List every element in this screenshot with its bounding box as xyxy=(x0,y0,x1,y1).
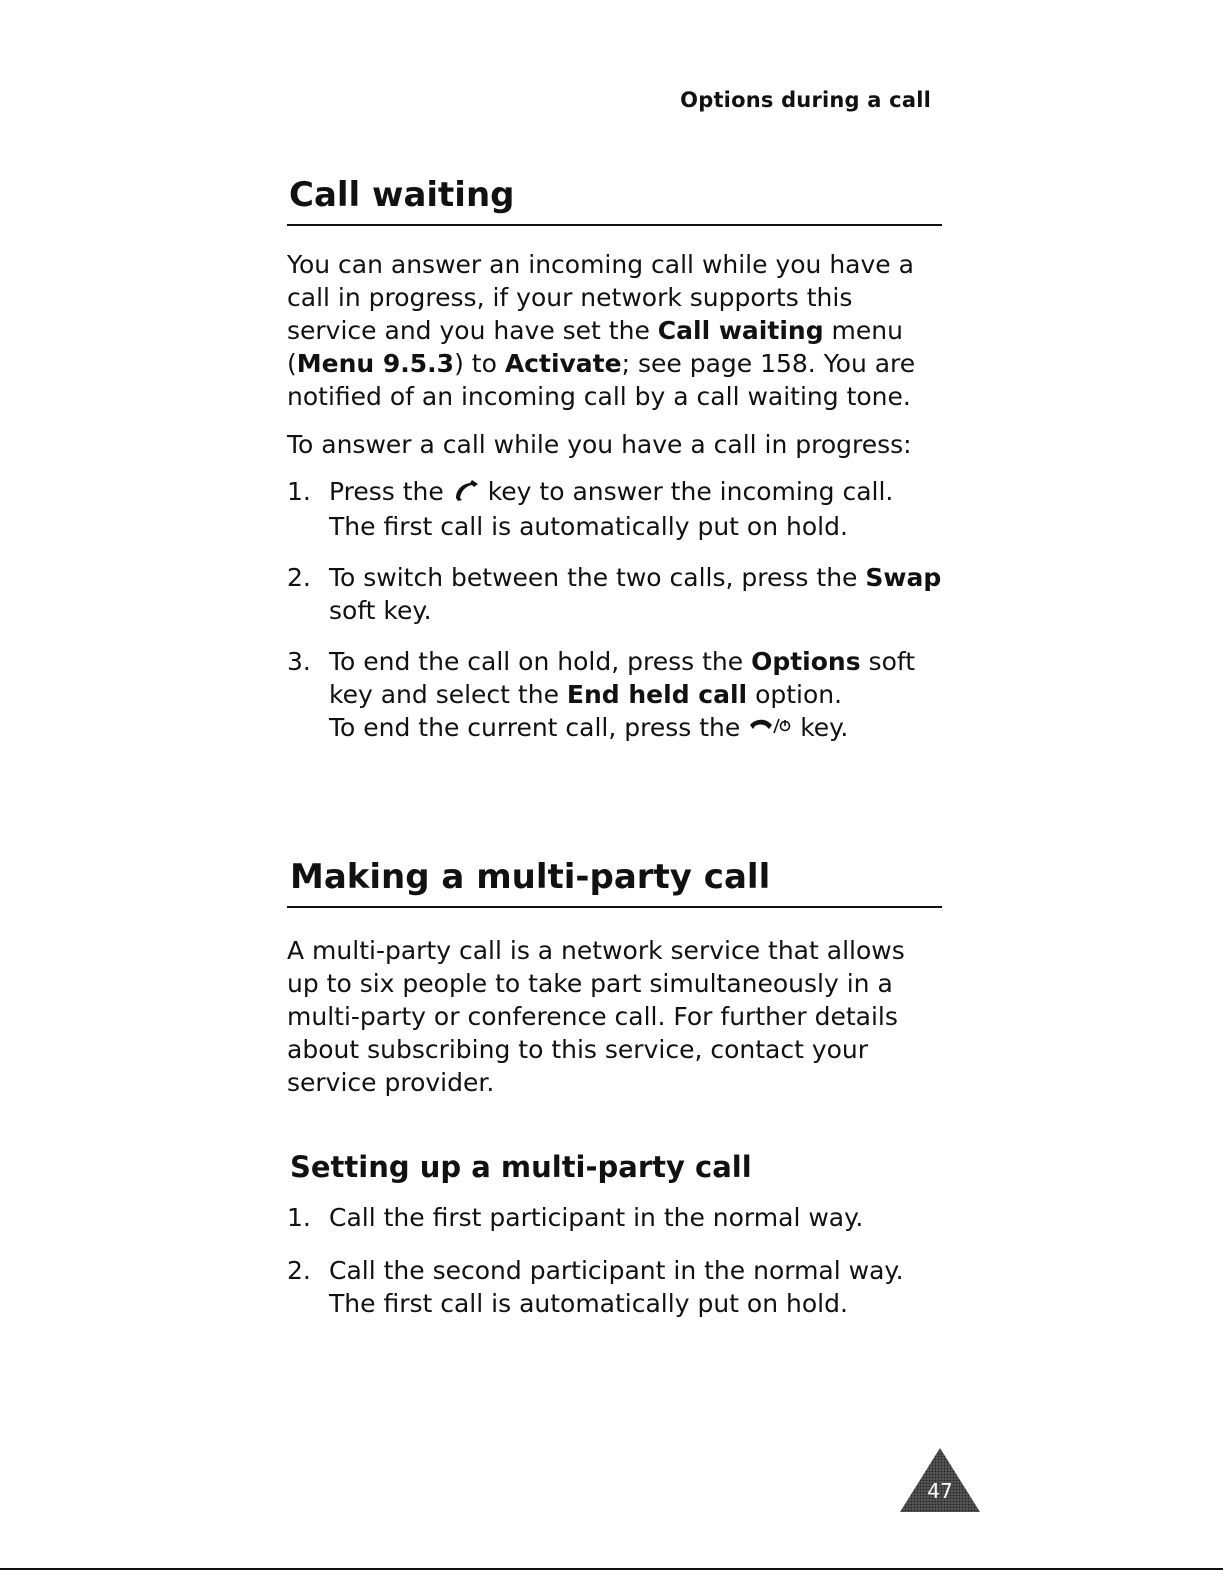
step-text: soft key and select the xyxy=(329,646,916,709)
step-item xyxy=(287,1201,942,1234)
call-waiting-intro xyxy=(287,248,942,413)
call-waiting-heading: Call waiting xyxy=(287,172,942,226)
step-text: key to answer the incoming call. The first call is automatically put on hold. xyxy=(329,477,894,541)
menu-name-bold: Call waiting xyxy=(657,316,824,345)
intro-text: ) to xyxy=(454,349,505,378)
step-number: 1. xyxy=(287,477,311,506)
step-text: Call the second participant in the normal way. The first call is automatically put on hold. xyxy=(329,1256,904,1318)
footer-rule xyxy=(0,1568,1223,1570)
step-text: soft key. xyxy=(329,595,432,625)
call-waiting-lead: To answer a call while you have a call in progress: xyxy=(287,430,912,459)
note-text: To end the current call, press the xyxy=(329,712,741,742)
step-item xyxy=(287,1254,942,1320)
option-activate-bold: Activate xyxy=(504,349,622,378)
step-number: 2. xyxy=(287,562,311,592)
page-number-badge xyxy=(898,1446,982,1514)
end-power-key-icon xyxy=(748,712,792,745)
setup-steps xyxy=(287,1201,942,1320)
call-waiting-section xyxy=(287,172,942,745)
end-held-call-bold: End held call xyxy=(566,679,748,709)
send-key-icon xyxy=(452,477,480,510)
intro-text: menu ( xyxy=(287,316,903,378)
note-text: key. xyxy=(800,712,849,742)
step-number: 1. xyxy=(287,1203,311,1232)
step-text: Press the xyxy=(329,477,444,506)
step-text: To end the call on hold, press the xyxy=(329,646,752,676)
intro-text: You can answer an incoming call while you have a call in progress, if your network supports this service and you have set the xyxy=(287,250,914,345)
setting-up-subheading: Setting up a multi-party call xyxy=(290,1150,752,1184)
step-item xyxy=(287,561,942,627)
step-item xyxy=(287,645,942,746)
menu-number-bold: Menu 9.5.3 xyxy=(296,349,455,378)
running-header: Options during a call xyxy=(680,88,931,112)
call-waiting-steps xyxy=(287,475,942,745)
multi-party-intro: A multi-party call is a network service that allows up to six people to take part simultaneously in a multi-party or conference call. For further details about subscribing to this service, contact your service provider. xyxy=(287,936,905,1097)
step-number: 2. xyxy=(287,1256,311,1285)
step-text: option. xyxy=(747,679,843,709)
swap-key-bold: Swap xyxy=(865,562,942,592)
step-text: Call the first participant in the normal way. xyxy=(329,1203,864,1232)
options-key-bold: Options xyxy=(751,646,861,676)
end-call-note xyxy=(329,711,942,746)
step-number: 3. xyxy=(287,646,311,676)
multi-party-heading: Making a multi-party call xyxy=(287,854,942,908)
multi-party-section xyxy=(287,854,942,1320)
intro-text: ; see page 158. You are notified of an incoming call by a call waiting tone. xyxy=(287,349,916,411)
step-text: To switch between the two calls, press the xyxy=(329,562,866,592)
page-number: 47 xyxy=(927,1479,953,1503)
step-item xyxy=(287,475,942,543)
